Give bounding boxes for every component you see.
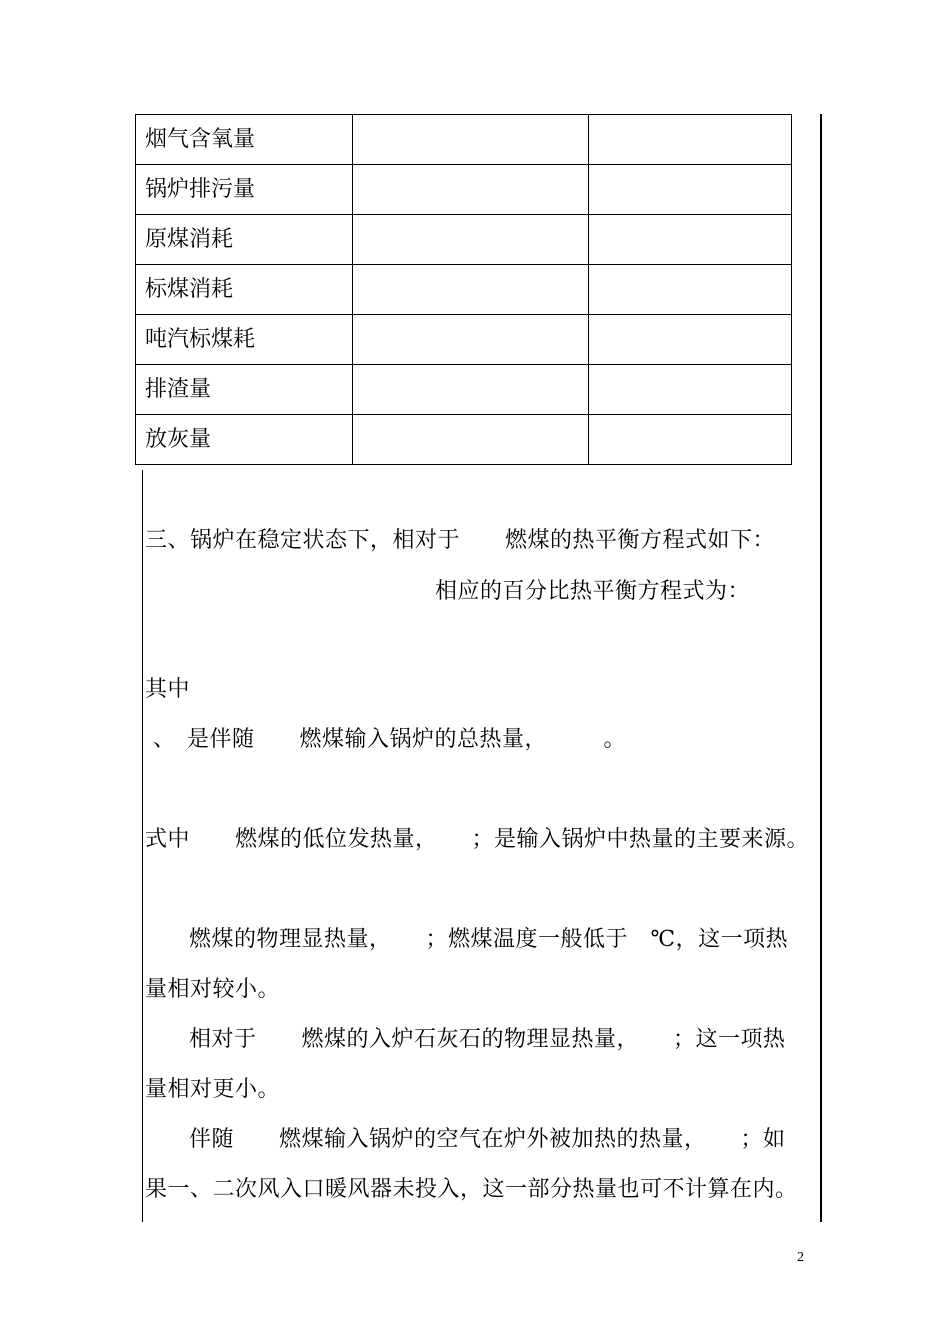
value-cell (353, 115, 589, 165)
table-row (136, 265, 792, 315)
air-heat-line-1: 伴随 燃煤输入锅炉的空气在炉外被加热的热量， ；如 (189, 1127, 786, 1152)
table-row (136, 115, 792, 165)
table-row (136, 215, 792, 265)
section-heading: 三、锅炉在稳定状态下，相对于 燃煤的热平衡方程式如下： (145, 528, 776, 553)
value-cell (589, 165, 792, 215)
qizhong-label: 其中 (145, 677, 191, 702)
value-cell (353, 215, 589, 265)
value-cell (589, 315, 792, 365)
low-heat-line: 式中 燃煤的低位发热量， ；是输入锅炉中热量的主要来源。 (145, 827, 810, 852)
total-heat-line: 、 是伴随 燃煤输入锅炉的总热量， 。 (153, 727, 627, 752)
table-row (136, 165, 792, 215)
value-cell (589, 415, 792, 465)
phys-heat-line-1: 燃煤的物理显热量， ；燃煤温度一般低于 ℃，这一项热 (189, 927, 789, 952)
frame-right-rule (820, 114, 822, 1222)
row-label: 吨汽标煤耗 (136, 315, 353, 365)
value-cell (589, 265, 792, 315)
value-cell (353, 415, 589, 465)
percent-equation-caption: 相应的百分比热平衡方程式为： (435, 579, 751, 604)
row-label: 排渣量 (136, 365, 353, 415)
row-label: 标煤消耗 (136, 265, 353, 315)
row-label: 原煤消耗 (136, 215, 353, 265)
value-cell (353, 365, 589, 415)
value-cell (589, 215, 792, 265)
table-row (136, 315, 792, 365)
table-row (136, 415, 792, 465)
lime-heat-line-2: 量相对更小。 (145, 1077, 281, 1102)
value-cell (589, 365, 792, 415)
phys-heat-line-2: 量相对较小。 (145, 977, 281, 1002)
table-row (136, 365, 792, 415)
value-cell (589, 115, 792, 165)
air-heat-line-2: 果一、二次风入口暖风器未投入，这一部分热量也可不计算在内。 (145, 1177, 798, 1202)
value-cell (353, 315, 589, 365)
frame-left-rule (142, 470, 143, 1222)
row-label: 烟气含氧量 (136, 115, 353, 165)
lime-heat-line-1: 相对于 燃煤的入炉石灰石的物理显热量， ；这一项热 (189, 1027, 786, 1052)
value-cell (353, 165, 589, 215)
page-number: 2 (797, 1250, 804, 1265)
boiler-data-table (135, 114, 792, 465)
value-cell (353, 265, 589, 315)
row-label: 放灰量 (136, 415, 353, 465)
row-label: 锅炉排污量 (136, 165, 353, 215)
